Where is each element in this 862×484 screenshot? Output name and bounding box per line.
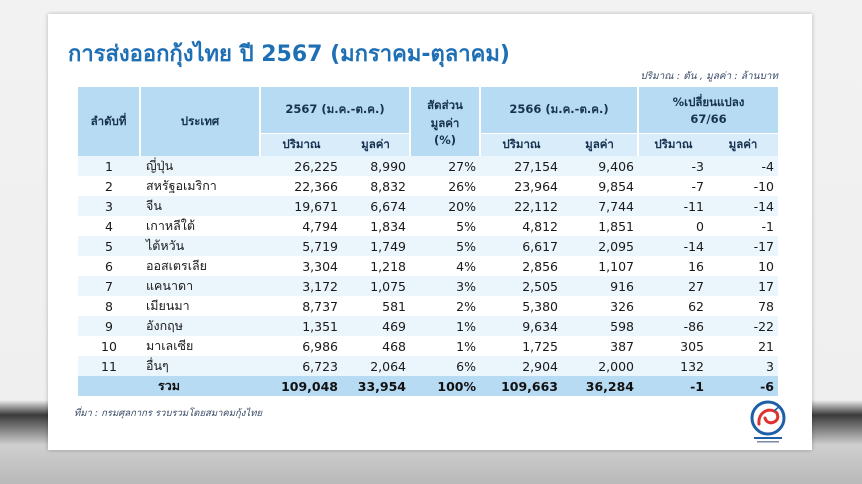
cell-value-change: -22 <box>708 316 778 336</box>
cell-volume-2567: 26,225 <box>260 156 342 176</box>
cell-country: เกาหลีใต้ <box>140 216 260 236</box>
cell-value-2567: 2,064 <box>342 356 410 376</box>
cell-volume-change: 62 <box>638 296 708 316</box>
cell-volume-2566: 6,617 <box>480 236 562 256</box>
cell-volume-change: -11 <box>638 196 708 216</box>
cell-value-2567: 468 <box>342 336 410 356</box>
cell-share: 5% <box>410 236 480 256</box>
cell-share: 26% <box>410 176 480 196</box>
total-row <box>78 376 778 396</box>
cell-value-2566: 2,095 <box>562 236 638 256</box>
cell-rank: 4 <box>78 216 140 236</box>
header-change-line2: 67/66 <box>690 112 727 126</box>
header-value-change: มูลค่า <box>708 134 778 157</box>
cell-volume-change: 132 <box>638 356 708 376</box>
header-change-line1: %เปลี่ยนแปลง <box>672 95 745 109</box>
cell-rank: 2 <box>78 176 140 196</box>
cell-share: 6% <box>410 356 480 376</box>
cell-volume-2566: 23,964 <box>480 176 562 196</box>
table-row <box>78 296 778 316</box>
header-share-line3: (%) <box>433 132 457 147</box>
total-volume-2567: 109,048 <box>260 376 342 396</box>
cell-rank: 3 <box>78 196 140 216</box>
cell-share: 1% <box>410 336 480 356</box>
header-volume-change: ปริมาณ <box>638 134 708 157</box>
cell-volume-2567: 3,172 <box>260 276 342 296</box>
total-value-2567: 33,954 <box>342 376 410 396</box>
total-volume-2566: 109,663 <box>480 376 562 396</box>
cell-value-2567: 6,674 <box>342 196 410 216</box>
cell-country: ไต้หวัน <box>140 236 260 256</box>
cell-value-2567: 581 <box>342 296 410 316</box>
cell-volume-2567: 19,671 <box>260 196 342 216</box>
header-2566: 2566 (ม.ค.-ต.ค.) <box>480 87 638 134</box>
cell-value-change: 17 <box>708 276 778 296</box>
cell-value-change: -1 <box>708 216 778 236</box>
header-volume-2566: ปริมาณ <box>480 134 562 157</box>
cell-country: อื่นๆ <box>140 356 260 376</box>
cell-country: เมียนมา <box>140 296 260 316</box>
header-volume-2567: ปริมาณ <box>260 134 342 157</box>
table-row <box>78 196 778 216</box>
cell-country: มาเลเซีย <box>140 336 260 356</box>
cell-volume-2567: 3,304 <box>260 256 342 276</box>
cell-volume-change: 0 <box>638 216 708 236</box>
cell-value-change: 21 <box>708 336 778 356</box>
cell-value-change: -10 <box>708 176 778 196</box>
cell-value-2567: 469 <box>342 316 410 336</box>
cell-share: 2% <box>410 296 480 316</box>
cell-rank: 10 <box>78 336 140 356</box>
cell-value-2567: 1,834 <box>342 216 410 236</box>
total-value-change: -6 <box>708 376 778 396</box>
cell-rank: 5 <box>78 236 140 256</box>
header-value-2566: มูลค่า <box>562 134 638 157</box>
cell-country: จีน <box>140 196 260 216</box>
cell-country: ออสเตรเลีย <box>140 256 260 276</box>
cell-volume-2566: 5,380 <box>480 296 562 316</box>
total-value-2566: 36,284 <box>562 376 638 396</box>
cell-value-2567: 1,075 <box>342 276 410 296</box>
cell-share: 4% <box>410 256 480 276</box>
cell-value-2566: 387 <box>562 336 638 356</box>
cell-rank: 9 <box>78 316 140 336</box>
cell-value-2566: 1,851 <box>562 216 638 236</box>
source-note: ที่มา : กรมศุลกากร รวบรวมโดยสมาคมกุ้งไทย <box>74 408 263 419</box>
table-row <box>78 336 778 356</box>
cell-volume-2567: 8,737 <box>260 296 342 316</box>
header-share <box>410 87 480 156</box>
header-share-line1: สัดส่วน <box>427 97 463 112</box>
cell-volume-2567: 22,366 <box>260 176 342 196</box>
cell-value-2567: 1,749 <box>342 236 410 256</box>
cell-value-2566: 916 <box>562 276 638 296</box>
cell-country: อังกฤษ <box>140 316 260 336</box>
cell-volume-2566: 9,634 <box>480 316 562 336</box>
table-row <box>78 356 778 376</box>
cell-volume-change: 27 <box>638 276 708 296</box>
cell-rank: 6 <box>78 256 140 276</box>
cell-volume-change: -3 <box>638 156 708 176</box>
header-share-line2: มูลค่า <box>430 115 460 130</box>
total-volume-change: -1 <box>638 376 708 396</box>
header-country: ประเทศ <box>140 87 260 156</box>
cell-volume-2566: 22,112 <box>480 196 562 216</box>
cell-value-2566: 326 <box>562 296 638 316</box>
header-2567: 2567 (ม.ค.-ต.ค.) <box>260 87 410 134</box>
cell-value-change: -14 <box>708 196 778 216</box>
cell-rank: 7 <box>78 276 140 296</box>
cell-rank: 8 <box>78 296 140 316</box>
table-row <box>78 216 778 236</box>
cell-volume-2566: 27,154 <box>480 156 562 176</box>
cell-volume-change: -7 <box>638 176 708 196</box>
cell-value-2566: 9,406 <box>562 156 638 176</box>
unit-note: ปริมาณ : ตัน , มูลค่า : ล้านบาท <box>640 71 778 82</box>
cell-volume-change: 16 <box>638 256 708 276</box>
page-title: การส่งออกกุ้งไทย ปี 2567 (มกราคม-ตุลาคม) <box>68 42 510 67</box>
table-row <box>78 316 778 336</box>
cell-value-2567: 1,218 <box>342 256 410 276</box>
cell-share: 5% <box>410 216 480 236</box>
cell-value-change: -17 <box>708 236 778 256</box>
cell-volume-2567: 1,351 <box>260 316 342 336</box>
export-table <box>78 87 778 396</box>
cell-volume-2567: 4,794 <box>260 216 342 236</box>
cell-volume-change: -86 <box>638 316 708 336</box>
cell-share: 1% <box>410 316 480 336</box>
cell-value-change: 10 <box>708 256 778 276</box>
cell-volume-2566: 4,812 <box>480 216 562 236</box>
cell-share: 27% <box>410 156 480 176</box>
cell-value-change: -4 <box>708 156 778 176</box>
cell-value-2567: 8,832 <box>342 176 410 196</box>
header-change <box>638 87 778 134</box>
cell-value-2566: 7,744 <box>562 196 638 216</box>
cell-volume-2567: 6,723 <box>260 356 342 376</box>
cell-volume-2566: 1,725 <box>480 336 562 356</box>
cell-value-change: 78 <box>708 296 778 316</box>
cell-value-2566: 9,854 <box>562 176 638 196</box>
cell-rank: 11 <box>78 356 140 376</box>
header-value-2567: มูลค่า <box>342 134 410 157</box>
cell-volume-2567: 5,719 <box>260 236 342 256</box>
cell-volume-2566: 2,856 <box>480 256 562 276</box>
cell-volume-change: -14 <box>638 236 708 256</box>
cell-country: ญี่ปุ่น <box>140 156 260 176</box>
table-row <box>78 256 778 276</box>
total-share: 100% <box>410 376 480 396</box>
cell-value-2566: 2,000 <box>562 356 638 376</box>
table-row <box>78 276 778 296</box>
cell-country: สหรัฐอเมริกา <box>140 176 260 196</box>
cell-value-2566: 598 <box>562 316 638 336</box>
cell-volume-2567: 6,986 <box>260 336 342 356</box>
table-row <box>78 156 778 176</box>
cell-value-2566: 1,107 <box>562 256 638 276</box>
cell-rank: 1 <box>78 156 140 176</box>
slide <box>48 14 812 450</box>
cell-volume-change: 305 <box>638 336 708 356</box>
shrimp-association-logo-icon <box>748 400 788 446</box>
table-row <box>78 236 778 256</box>
cell-country: แคนาดา <box>140 276 260 296</box>
header-rank: ลำดับที่ <box>78 87 140 156</box>
cell-value-change: 3 <box>708 356 778 376</box>
cell-volume-2566: 2,904 <box>480 356 562 376</box>
table-row <box>78 176 778 196</box>
cell-share: 20% <box>410 196 480 216</box>
total-label: รวม <box>78 376 260 396</box>
cell-share: 3% <box>410 276 480 296</box>
cell-volume-2566: 2,505 <box>480 276 562 296</box>
cell-value-2567: 8,990 <box>342 156 410 176</box>
